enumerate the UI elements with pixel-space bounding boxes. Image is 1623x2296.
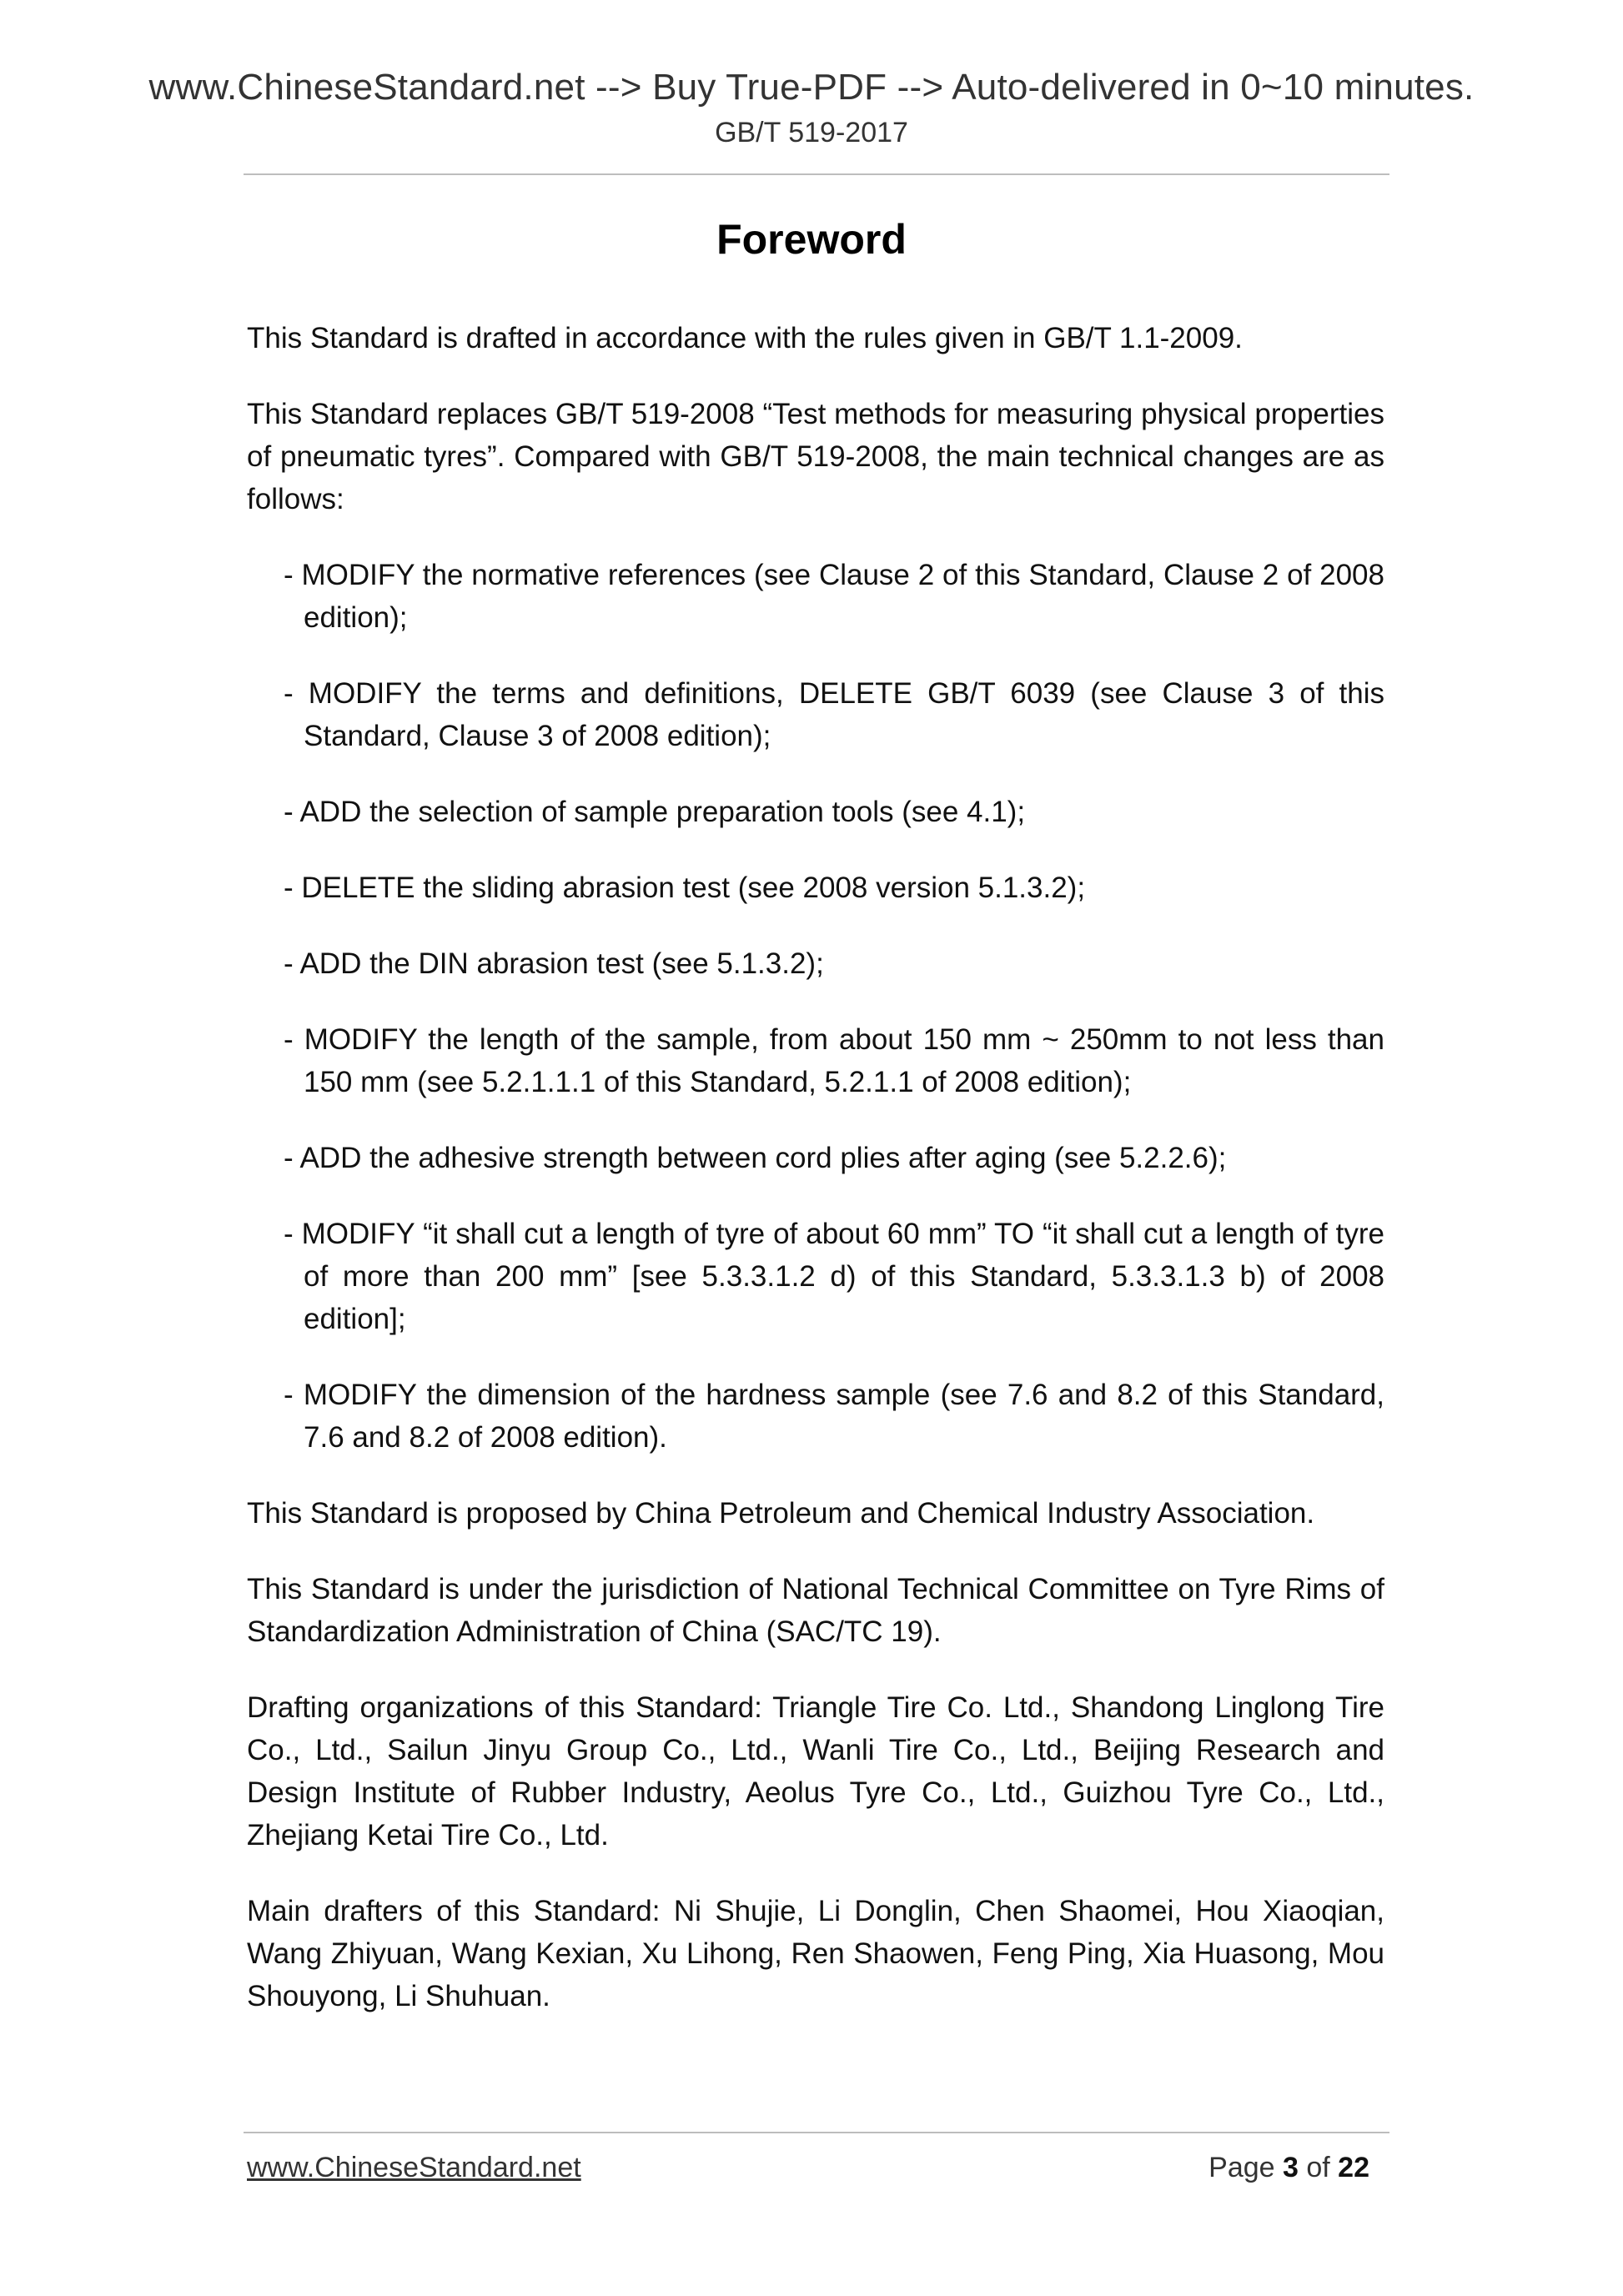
change-item: - MODIFY the dimension of the hardness sample (see 7.6 and 8.2 of this Standard, 7.6 and 8.2 of 2008 edition).	[284, 1379, 1384, 1454]
page-number	[1208, 2152, 1369, 2184]
header-banner: www.ChineseStandard.net --> Buy True-PDF --> Auto-delivered in 0~10 minutes.	[148, 67, 1475, 108]
change-item: - ADD the selection of sample preparation tools (see 4.1);	[284, 796, 1026, 828]
change-item: - DELETE the sliding abrasion test (see 2008 version 5.1.3.2);	[284, 872, 1086, 904]
total-pages: 22	[1338, 2152, 1369, 2183]
header-divider	[244, 173, 1389, 175]
change-item: - ADD the DIN abrasion test (see 5.1.3.2);	[284, 947, 824, 980]
change-item: - MODIFY the terms and definitions, DELETE GB/T 6039 (see Clause 3 of this Standard, Clause 3 of 2008 edition);	[284, 677, 1384, 752]
footer-website-link[interactable]: www.ChineseStandard.net	[247, 2152, 581, 2183]
document-body	[247, 317, 1384, 2051]
standard-code: GB/T 519-2017	[715, 117, 908, 148]
paragraph-proposer: This Standard is proposed by China Petroleum and Chemical Industry Association.	[247, 1497, 1315, 1530]
change-item: - MODIFY the normative references (see Clause 2 of this Standard, Clause 2 of 2008 edition);	[284, 559, 1384, 634]
change-item: - ADD the adhesive strength between cord plies after aging (see 5.2.2.6);	[284, 1142, 1227, 1174]
paragraph-replacement: This Standard replaces GB/T 519-2008 “Test methods for measuring physical properties of pneumatic tyres”. Compared with GB/T 519-2008, the main technical changes are as follows:	[247, 398, 1384, 515]
paragraph-main-drafters: Main drafters of this Standard: Ni Shujie, Li Donglin, Chen Shaomei, Hou Xiaoqian, Wang Zhiyuan, Wang Kexian, Xu Lihong, Ren Shaowen, Feng Ping, Xia Huasong, Mou Shouyong, Li Shuhuan.	[247, 1895, 1384, 2012]
paragraph-jurisdiction: This Standard is under the jurisdiction of National Technical Committee on Tyre Rims of Standardization Administration of China (SAC/TC 19).	[247, 1573, 1384, 1648]
change-item: - MODIFY the length of the sample, from about 150 mm ~ 250mm to not less than 150 mm (see 5.2.1.1.1 of this Standard, 5.2.1.1 of 2008 edition);	[284, 1023, 1384, 1098]
paragraph-drafting-rules: This Standard is drafted in accordance with the rules given in GB/T 1.1-2009.	[247, 322, 1243, 354]
page-of: of	[1298, 2152, 1339, 2183]
page-title: Foreword	[716, 216, 907, 263]
footer-divider	[244, 2132, 1389, 2133]
page-prefix: Page	[1208, 2152, 1283, 2183]
paragraph-drafting-organizations: Drafting organizations of this Standard: Triangle Tire Co. Ltd., Shandong Linglong Tire Co., Ltd., Sailun Jinyu Group Co., Ltd., Wanli Tire Co., Ltd., Beijing Research and Design Institute of Rubber Industry, Aeolus Tyre Co., Ltd., Guizhou Tyre Co., Ltd., Zhejiang Ketai Tire Co., Ltd.	[247, 1691, 1384, 1851]
change-item: - MODIFY “it shall cut a length of tyre of about 60 mm” TO “it shall cut a length of tyre of more than 200 mm” [see 5.3.3.1.2 d) of this Standard, 5.3.3.1.3 b) of 2008 edition];	[284, 1218, 1384, 1335]
current-page: 3	[1283, 2152, 1299, 2183]
